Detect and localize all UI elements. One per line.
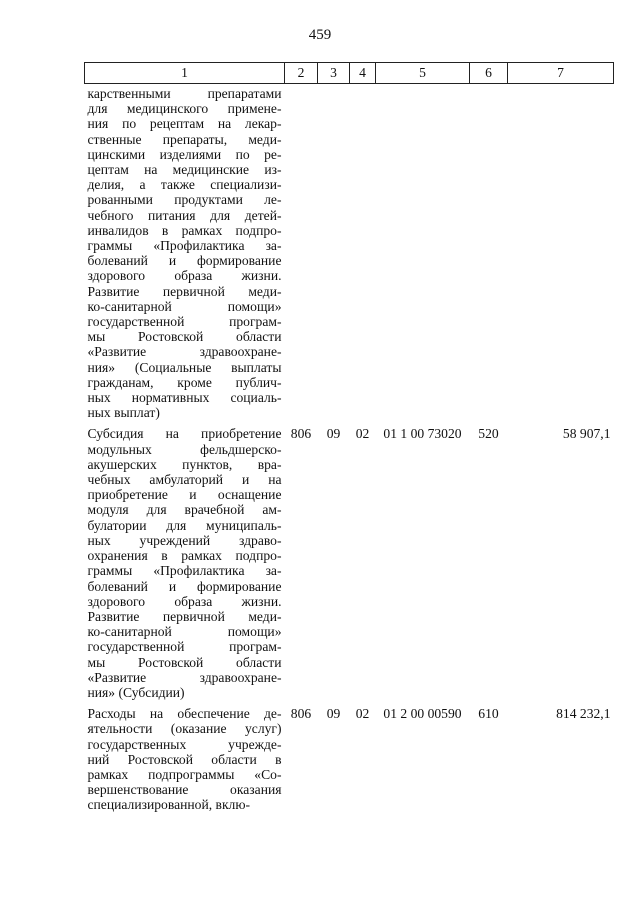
description-line: болеваний и формирование xyxy=(87,578,282,594)
description-line: Субсидия на приобретение xyxy=(87,426,282,442)
description-line: цептам на медицинские из- xyxy=(87,162,282,178)
description-line: ных выплат) xyxy=(87,405,160,421)
table-row xyxy=(85,84,614,425)
description-line: «Развитие здравоохране- xyxy=(87,344,282,360)
row-code-target: 01 2 00 00590 xyxy=(383,706,462,722)
description-line: булатории для муниципаль- xyxy=(87,517,282,533)
row-amount xyxy=(508,84,614,425)
row-code-admin xyxy=(285,84,318,425)
description-line: болеваний и формирование xyxy=(87,253,282,269)
description-line: рованными продуктами ле- xyxy=(87,192,282,208)
description-line: Расходы на обеспечение де- xyxy=(87,706,282,722)
row-code-target xyxy=(376,84,470,425)
description-line: ных нормативных социаль- xyxy=(87,390,282,406)
description-line: делия, а также специализи- xyxy=(87,177,282,193)
description-line: чебных амбулаторий и на xyxy=(87,472,282,488)
description-line: государственной програм- xyxy=(87,639,282,655)
description-line: государственной програм- xyxy=(87,314,282,330)
description-line: ственные препараты, меди- xyxy=(87,131,282,147)
row-code-subsection: 02 xyxy=(355,426,370,442)
description-line: цинскими изделиями по ре- xyxy=(87,146,282,162)
description-line: карственными препаратами xyxy=(87,86,282,101)
description-line: граммы «Профилактика за- xyxy=(87,563,282,579)
description-line: модульных фельдшерско- xyxy=(87,441,282,457)
row-amount: 814 232,1 xyxy=(556,706,611,722)
description-line: ния» (Социальные выплаты xyxy=(87,359,282,375)
description-line: гражданам, кроме публич- xyxy=(87,374,282,390)
row-code-expense-type: 610 xyxy=(478,706,499,722)
description-line: здорового образа жизни. xyxy=(87,268,282,284)
description-line: ний Ростовской области в xyxy=(87,751,282,767)
row-code-target: 01 1 00 73020 xyxy=(383,426,462,442)
description-line: охранения в рамках подпро- xyxy=(87,548,282,564)
page-number: 459 xyxy=(308,27,332,43)
description-line: рамках подпрограммы «Со- xyxy=(87,766,282,782)
table-header-row xyxy=(85,63,614,84)
row-code-admin: 806 xyxy=(290,426,312,442)
row-code-subsection: 02 xyxy=(355,706,370,722)
header-col-1: 1 xyxy=(85,63,285,84)
header-col-2: 2 xyxy=(285,63,318,84)
description-line: ко-санитарной помощи» xyxy=(87,624,282,640)
row-code-expense-type: 520 xyxy=(478,426,499,442)
description-line: ния» (Субсидии) xyxy=(87,684,185,700)
description-line: граммы «Профилактика за- xyxy=(87,238,282,254)
row-code-expense-type xyxy=(470,84,508,425)
row-code-section xyxy=(318,84,350,425)
description-line: модуля для врачебной ам- xyxy=(87,502,282,518)
description-line: для медицинского примене- xyxy=(87,101,282,117)
header-col-5: 5 xyxy=(376,63,470,84)
row-code-section: 09 xyxy=(326,426,341,442)
header-col-7: 7 xyxy=(508,63,614,84)
description-line: мы Ростовской области xyxy=(87,329,282,345)
description-line: чебного питания для детей- xyxy=(87,207,282,223)
header-col-4: 4 xyxy=(350,63,376,84)
description-line: ятельности (оказание услуг) xyxy=(87,721,282,737)
description-line: Развитие первичной меди- xyxy=(87,283,282,299)
description-line: Развитие первичной меди- xyxy=(87,608,282,624)
description-line: ных учреждений здраво- xyxy=(87,532,282,548)
description-line: инвалидов в рамках подпро- xyxy=(87,222,282,238)
description-line: вершенствование оказания xyxy=(87,782,282,798)
table-row xyxy=(85,704,614,816)
description-line: специализированной, вклю- xyxy=(87,797,251,813)
header-col-6: 6 xyxy=(470,63,508,84)
description-line: ния по рецептам на лекар- xyxy=(87,116,282,132)
description-line: государственных учрежде- xyxy=(87,736,282,752)
header-col-3: 3 xyxy=(318,63,350,84)
row-amount: 58 907,1 xyxy=(562,426,611,442)
row-code-section: 09 xyxy=(326,706,341,722)
row-code-admin: 806 xyxy=(290,706,312,722)
description-line: ко-санитарной помощи» xyxy=(87,298,282,314)
row-description xyxy=(85,704,285,816)
description-line: здорового образа жизни. xyxy=(87,593,282,609)
table-row xyxy=(85,424,614,704)
row-description xyxy=(85,84,285,425)
budget-table xyxy=(84,62,614,817)
row-description xyxy=(85,424,285,704)
row-code-subsection xyxy=(350,84,376,425)
description-line: «Развитие здравоохране- xyxy=(87,669,282,685)
description-line: приобретение и оснащение xyxy=(87,487,282,503)
description-line: акушерских пунктов, вра- xyxy=(87,456,282,472)
description-line: мы Ростовской области xyxy=(87,654,282,670)
